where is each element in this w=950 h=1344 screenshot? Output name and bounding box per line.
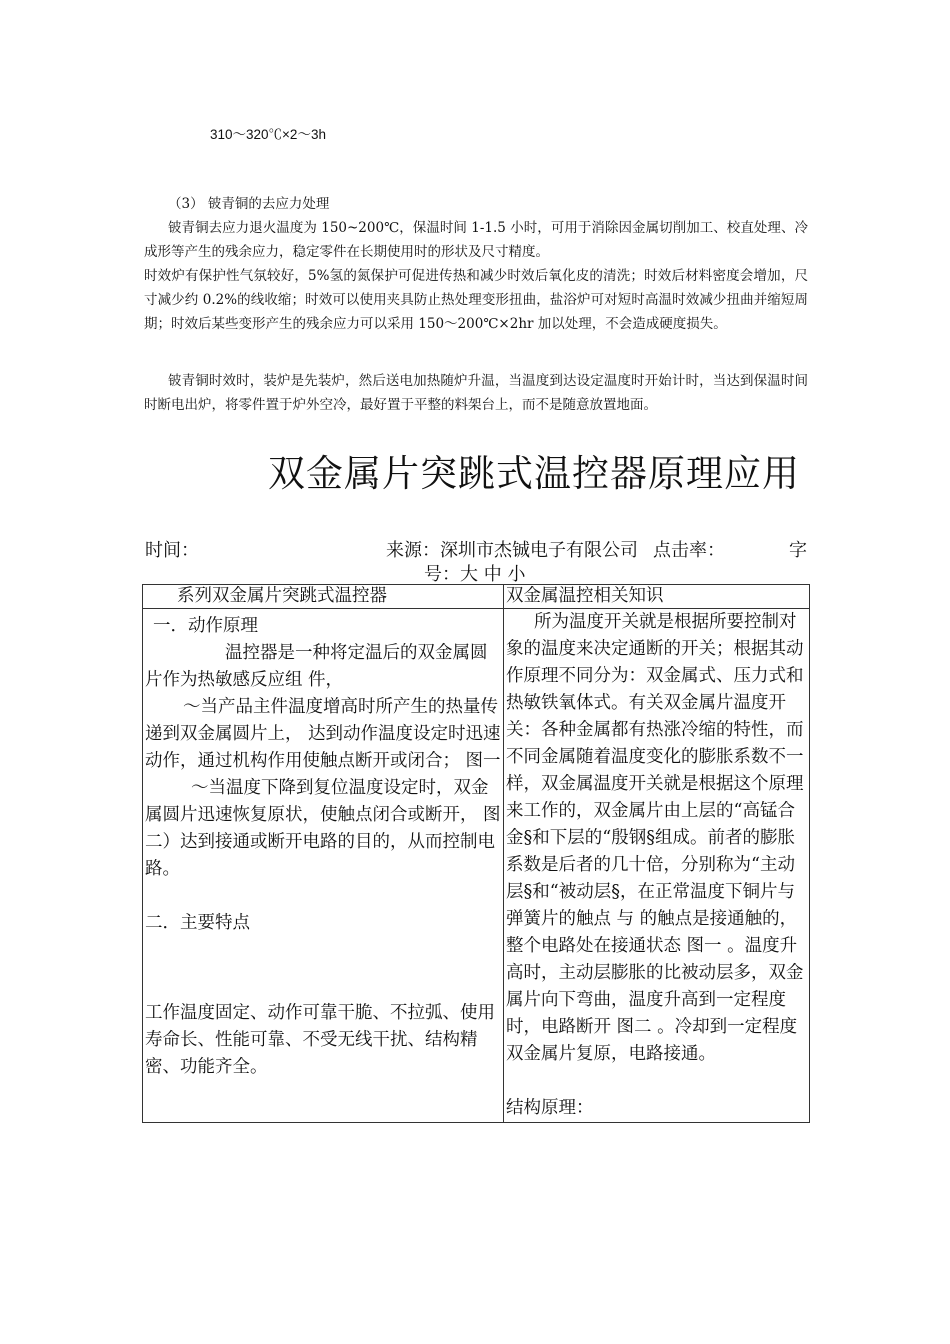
source-label: 来源：深圳市杰铖电子有限公司 <box>386 540 638 561</box>
section1-title: 一．动作原理 <box>153 616 258 636</box>
article-title: 双金属片突跳式温控器原理应用 <box>268 452 800 495</box>
time-label: 时间： <box>145 540 199 561</box>
paragraph-1: 铍青铜去应力退火温度为 150~200℃，保温时间 1-1.5 小时，可用于消除因金属切削加工、校直处理、冷成形等产生的残余应力，稳定零件在长期使用时的形状及尺寸精度。 <box>144 220 808 260</box>
right-para1: 所为温度开关就是根据所要控制对象的温度来决定通断的开关；根据其动作原理不同分为：双金属式、压力式和热敏铁氧体式。有关双金属片温度开关：各种金属都有热涨冷缩的特性，而不同金属随着温度变化的膨胀系数不一样，双金属温度开关就是根据这个原理来工作的，双金属片由上层的“高锰合金§和下层的“殷钢§组成。前者的膨胀系数是后者的几十倍，分别称为“主动层§和“被动层§，在正常温度下铜片与弹簧片的触点 与 的触点是接通触的，整个电路处在接通状态 图一 。温度升高时，主动层膨胀的比被动层多，双金属片向下弯曲，温度升高到一定程度时，电路断开 图二 。冷却到一定程度双金属片复原，电路接通。 <box>506 612 804 1064</box>
section-heading: （3） 铍青铜的去应力处理 <box>168 196 330 212</box>
section1-para1: 温控器是一种将定温后的双金属圆片作为热敏感反应组 件， <box>145 643 488 690</box>
section2-para1: 工作温度固定、动作可靠干脆、不拉弧、使用寿命长、性能可靠、不受无线干扰、结构精密、功能齐全。 <box>145 1003 495 1077</box>
right-column-header: 双金属温控相关知识 <box>504 585 810 609</box>
clicks-label: 点击率： <box>653 540 725 561</box>
paragraph-2: 时效炉有保护性气氛较好，5%氢的氮保护可促进传热和减少时效后氧化皮的清洗；时效后材料密度会增加，尺寸减少约 0.2%的线收缩；时效可以使用夹具防止热处理变形扭曲，盐浴炉可对短时高温时效减少扭曲并缩短周期；时效后某些变形产生的残余应力可以采用 150～200℃×2hr 加以处理，不会造成硬度损失。 <box>144 268 808 332</box>
spec-line: 310～320℃×2～3h <box>210 127 326 142</box>
info-table <box>142 584 810 1123</box>
right-para2: 结构原理： <box>506 1098 594 1118</box>
section2-title: 二．主要特点 <box>145 913 250 933</box>
font-size-selector[interactable]: 号：大 中 小 <box>424 564 526 585</box>
section1-para2: ～当产品主件温度增高时所产生的热量传递到双金属圆片上， 达到动作温度设定时迅速动作，通过机构作用使触点断开或闭合； 图一 <box>145 697 501 771</box>
table-body-row <box>143 609 810 1123</box>
left-column-cell <box>143 609 504 1123</box>
font-size-prefix: 字 <box>789 540 807 561</box>
left-column-header: 系列双金属片突跳式温控器 <box>143 585 504 609</box>
right-column-cell <box>504 609 810 1123</box>
table-header-row <box>143 585 810 609</box>
section1-para3: ～当温度下降到复位温度设定时，双金属圆片迅速恢复原状，使触点闭合或断开， 图二）达到接通或断开电路的目的，从而控制电路。 <box>145 778 501 879</box>
paragraph-3: 铍青铜时效时，装炉是先装炉，然后送电加热随炉升温，当温度到达设定温度时开始计时，当达到保温时间时断电出炉，将零件置于炉外空冷，最好置于平整的料架台上，而不是随意放置地面。 <box>144 373 808 413</box>
